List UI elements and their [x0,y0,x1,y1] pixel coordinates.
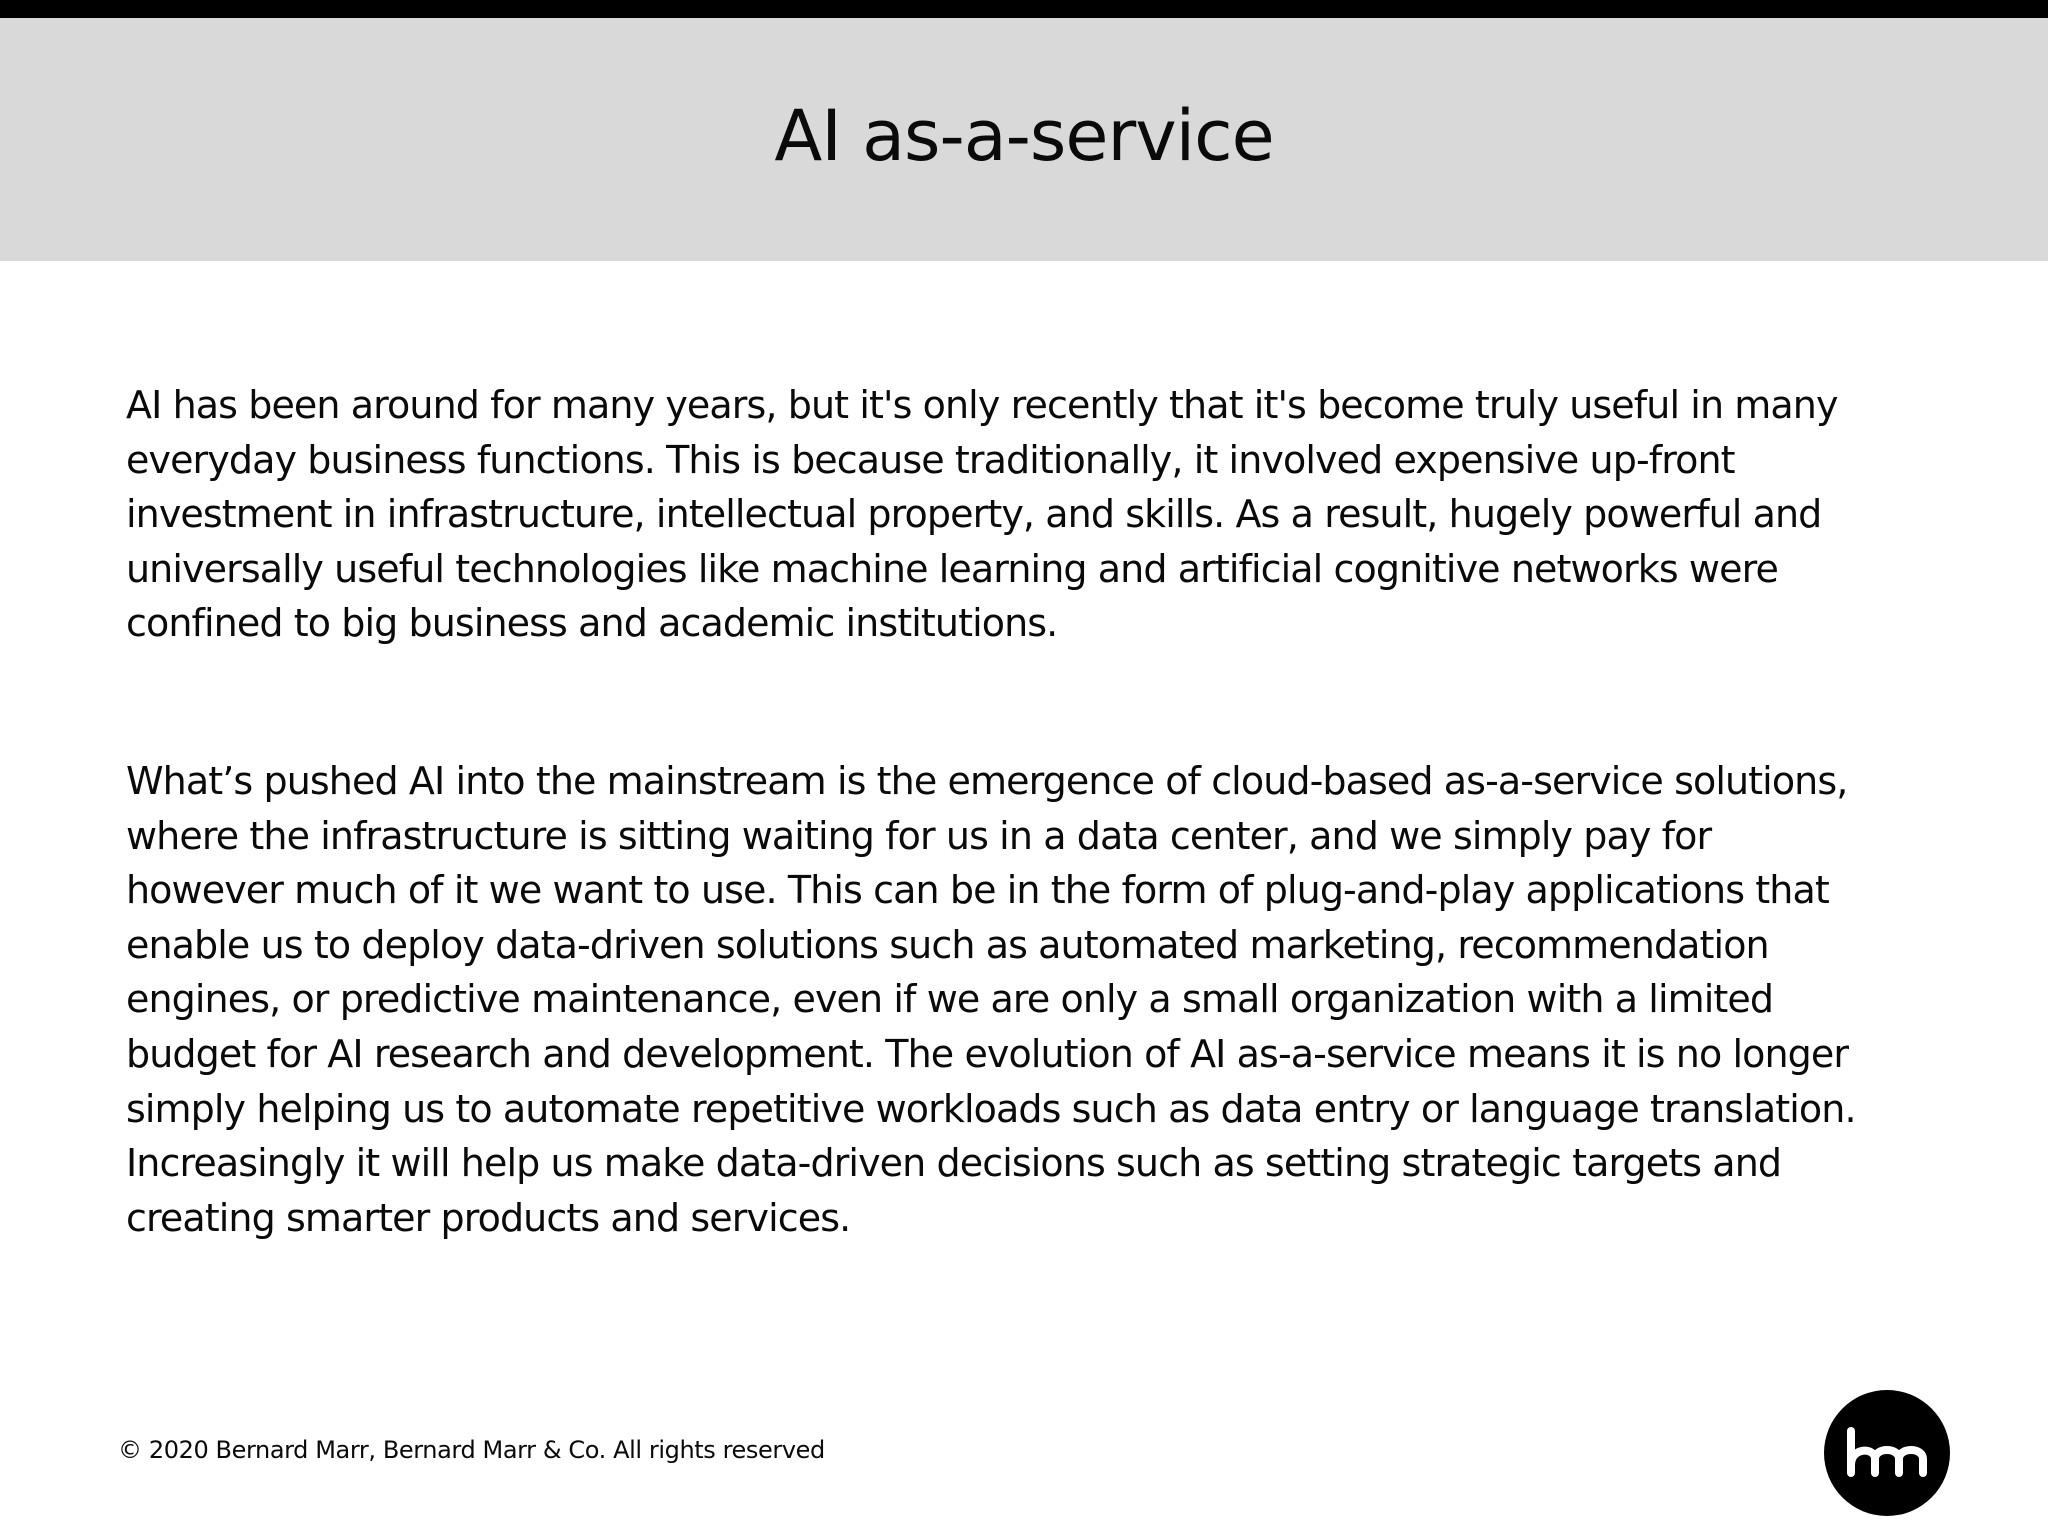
footer-copyright: © 2020 Bernard Marr, Bernard Marr & Co. All rights reserved [118,1436,825,1464]
top-bar [0,0,2048,18]
bm-logo-icon [1845,1423,1929,1483]
slide-body [126,378,1956,1245]
title-band [0,18,2048,261]
body-paragraph-1: AI has been around for many years, but it's only recently that it's become truly useful in many everyday business functions. This is because traditionally, it involved expensive up-front investment in infrastructure, intellectual property, and skills. As a result, hugely powerful and universally useful technologies like machine learning and artificial cognitive networks were confined to big business and academic institutions. [126,383,1838,646]
bm-logo [1824,1390,1950,1516]
body-paragraph-2: What’s pushed AI into the mainstream is the emergence of cloud-based as-a-service solutions, where the infrastructure is sitting waiting for us in a data center, and we simply pay for however much of it we want to use. This can be in the form of plug-and-play applications that enable us to deploy data-driven solutions such as automated marketing, recommendation engines, or predictive maintenance, even if we are only a small organization with a limited budget for AI research and development. The evolution of AI as-a-service means it is no longer simply helping us to automate repetitive workloads such as data entry or language translation. Increasingly it will help us make data-driven decisions such as setting strategic targets and creating smarter products and services. [126,758,1856,1240]
slide-title: AI as-a-service [774,94,1274,177]
